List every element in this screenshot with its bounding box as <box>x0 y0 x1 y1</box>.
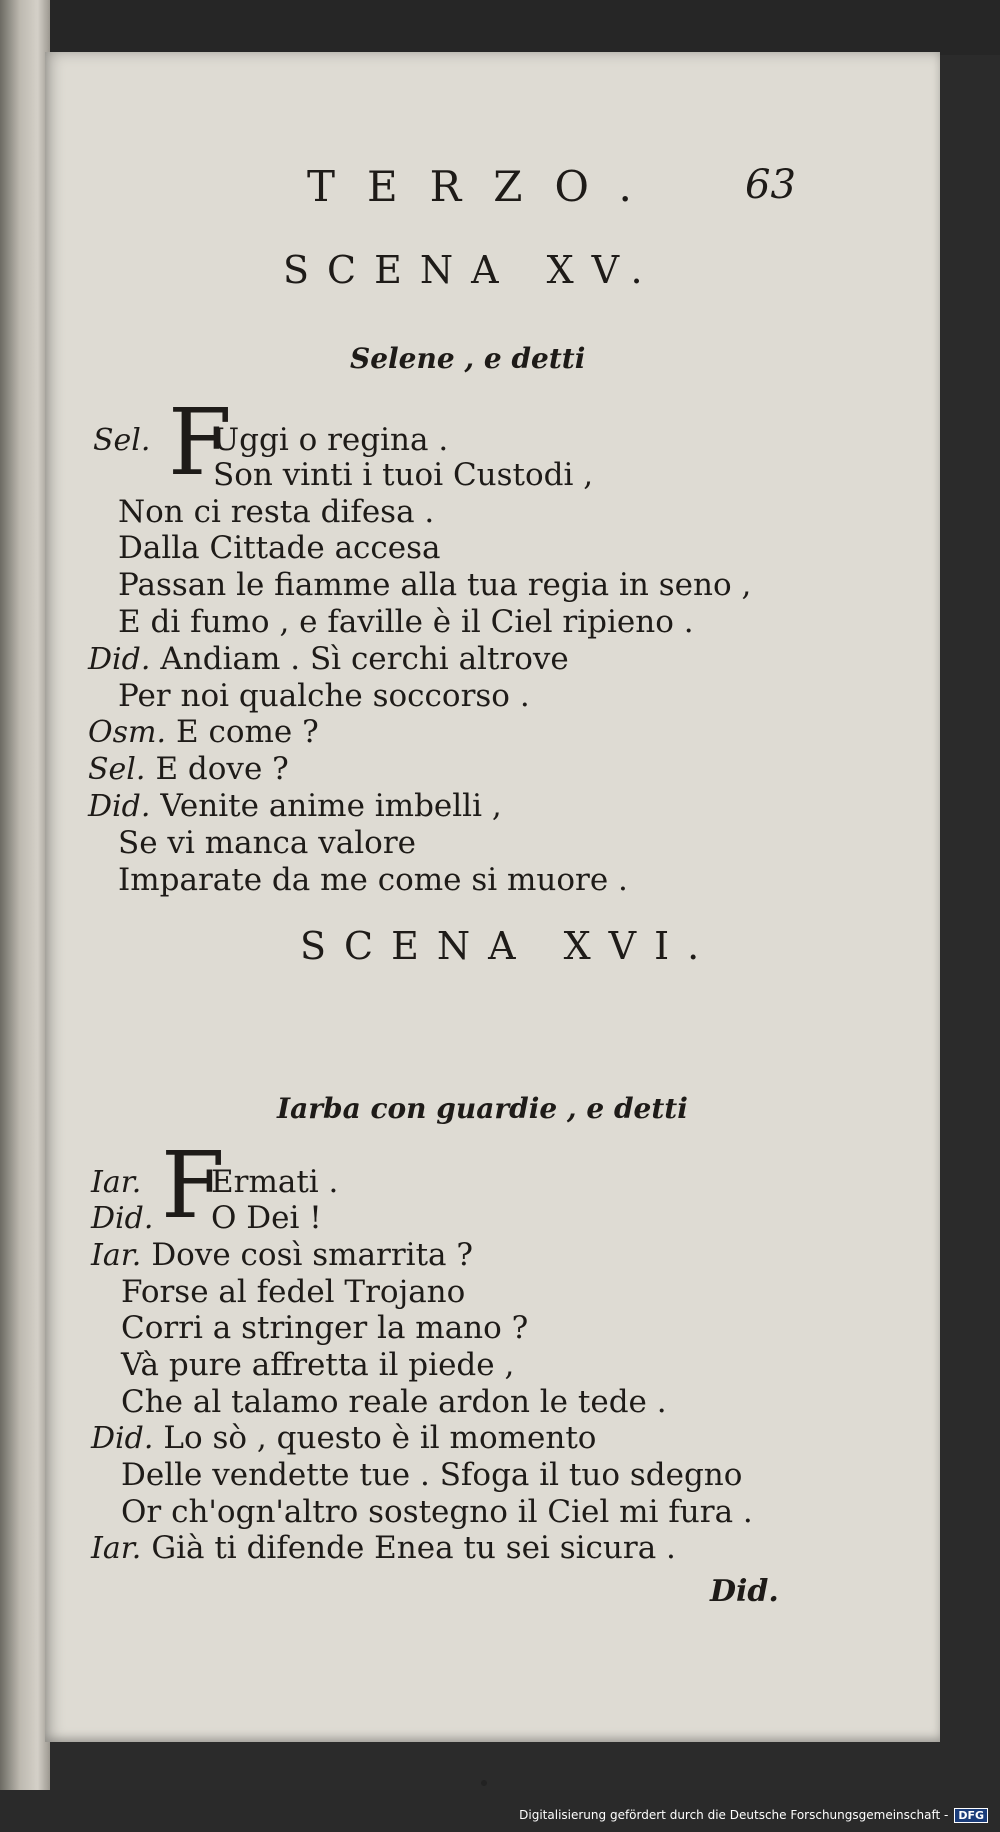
verse-line <box>88 751 289 787</box>
speaker-label: Sel. <box>93 423 151 458</box>
verse-text: Dove così smarrita ? <box>151 1237 474 1273</box>
speaker-label: Iar. <box>91 1165 142 1200</box>
speaker-label: Iar. <box>91 1238 142 1273</box>
verse-text: Andiam . Sì cerchi altrove <box>160 641 569 677</box>
verse-line <box>91 1237 473 1273</box>
verse-text: Ermati . <box>211 1164 339 1200</box>
verse-text: Venite anime imbelli , <box>160 788 502 824</box>
previous-page-edge <box>0 0 50 1790</box>
verse-line <box>91 1200 322 1236</box>
verse-text: Già ti difende Enea tu sei sicura . <box>151 1530 676 1566</box>
speaker-label: Did. <box>88 642 151 677</box>
catchword: Did. <box>710 1574 779 1609</box>
verse-text: E come ? <box>175 714 319 750</box>
verse-line: Or ch'ogn'altro sostegno il Ciel mi fura . <box>121 1494 753 1530</box>
verse-text: Lo sò , questo è il momento <box>163 1420 597 1456</box>
verse-line: Che al talamo reale ardon le tede . <box>121 1384 667 1420</box>
ink-dot <box>481 1780 487 1786</box>
verse-line: Delle vendette tue . Sfoga il tuo sdegno <box>121 1457 743 1493</box>
book-page <box>45 52 940 1742</box>
scene-16-dropcap: F <box>161 1132 225 1239</box>
speaker-label: Did. <box>91 1201 154 1236</box>
verse-text: O Dei ! <box>211 1200 322 1236</box>
speaker-label: Sel. <box>88 752 146 787</box>
verse-line <box>91 1530 676 1566</box>
page-number: 63 <box>745 162 796 208</box>
scene-16-stage-direction: Iarba con guardie , e detti <box>277 1092 688 1125</box>
speaker-label: Did. <box>91 1421 154 1456</box>
dfg-logo-icon: DFG <box>954 1808 988 1823</box>
scene-15-dropcap: F <box>168 389 232 496</box>
funding-text: Digitalisierung gefördert durch die Deutsche Forschungsgemeinschaft - <box>519 1808 949 1822</box>
verse-line: Se vi manca valore <box>118 825 416 861</box>
speaker-label: Did. <box>88 789 151 824</box>
verse-line <box>91 1420 596 1456</box>
verse-line: Dalla Cittade accesa <box>118 530 441 566</box>
scene-16-title: SCENA XVI. <box>300 924 718 968</box>
verse-line: Imparate da me come si muore . <box>118 862 628 898</box>
verse-line: Và pure affretta il piede , <box>121 1347 515 1383</box>
running-head: TERZO. <box>307 162 664 211</box>
verse-line: Non ci resta difesa . <box>118 494 435 530</box>
verse-line <box>88 788 502 824</box>
verse-line: Passan le fiamme alla tua regia in seno , <box>118 567 752 603</box>
verse-text: Uggi o regina . <box>213 422 449 458</box>
verse-text: E dove ? <box>155 751 289 787</box>
verse-line <box>93 422 449 458</box>
scene-15-title: SCENA XV. <box>283 248 661 292</box>
verse-line: Forse al fedel Trojano <box>121 1274 466 1310</box>
funding-notice <box>519 1808 988 1823</box>
verse-line <box>88 641 569 677</box>
verse-line: Per noi qualche soccorso . <box>118 678 530 714</box>
verse-line: Son vinti i tuoi Custodi , <box>213 457 594 493</box>
verse-line: Corri a stringer la mano ? <box>121 1310 529 1346</box>
verse-line: E di fumo , e faville è il Ciel ripieno . <box>118 604 694 640</box>
verse-line <box>88 714 319 750</box>
speaker-label: Osm. <box>88 715 166 750</box>
scene-15-stage-direction: Selene , e detti <box>350 342 586 375</box>
speaker-label: Iar. <box>91 1531 142 1566</box>
scan-background-top <box>0 0 1000 55</box>
verse-line <box>91 1164 339 1200</box>
